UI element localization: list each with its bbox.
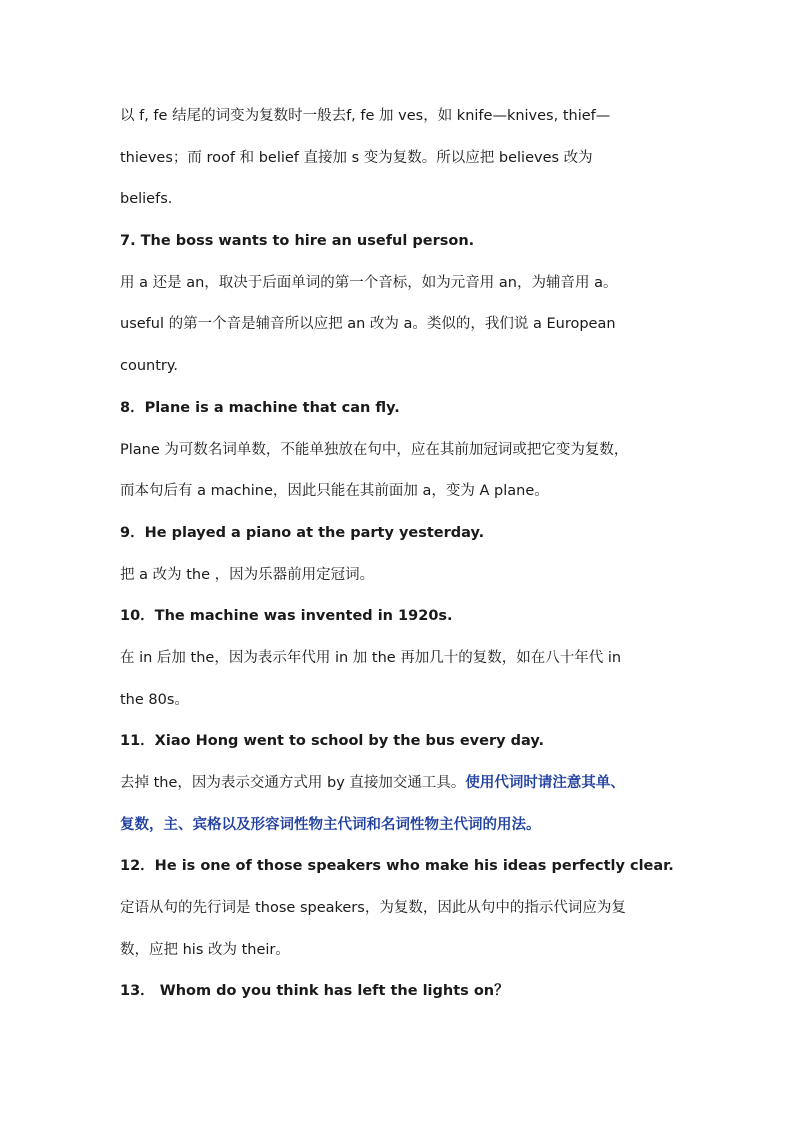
text-line-15: the 80s。 [120,691,189,708]
text-line-1: 以 f, fe 结尾的词变为复数时一般去f, fe 加 ves，如 knife—knives, thief— [120,108,611,124]
text-line-10: 而本句后有 a machine，因此只能在其前面加 a，变为 A plane。 [120,483,549,500]
question-12: 12．He is one of those speakers who make his ideas perfectly clear. [120,858,674,875]
question-13: 13． Whom do you think has left the lights on？ [120,983,509,1000]
text-line-12: 把 a 改为 the ，因为乐器前用定冠词。 [120,566,375,583]
text-line-20: 定语从句的先行词是 those speakers，为复数，因此从句中的指示代词应为复 [120,900,626,917]
text-line-7: country. [120,358,178,375]
question-11: 11．Xiao Hong went to school by the bus every day. [120,733,544,750]
document-page [120,96,680,1013]
highlight-note-end: 复数，主、宾格以及形容词性物主代词和名词性物主代词的用法。 [120,816,541,833]
question-7: 7. The boss wants to hire an useful person. [120,233,475,250]
text-line-9: Plane 为可数名词单数，不能单独放在句中，应在其前加冠词或把它变为复数， [120,441,629,458]
question-8: 8．Plane is a machine that can fly. [120,399,400,416]
text-line-17-plain: 去掉 the，因为表示交通方式用 by 直接加交通工具。 [120,775,466,791]
text-line-14: 在 in 后加 the，因为表示年代用 in 加 the 再加几十的复数，如在八十年代 in [120,649,622,666]
question-10: 10．The machine was invented in 1920s. [120,608,453,625]
text-line-2: thieves；而 roof 和 belief 直接加 s 变为复数。所以应把 believes 改为 [120,149,593,166]
text-line-5: 用 a 还是 an，取决于后面单词的第一个音标，如为元音用 an，为辅音用 a。 [120,274,618,291]
text-line-21: 数，应把 his 改为 their。 [120,941,290,958]
text-line-3: beliefs. [120,191,173,208]
text-line-6: useful 的第一个音是辅音所以应把 an 改为 a。类似的，我们说 a European [120,316,616,333]
text-line-17 [120,763,680,805]
highlight-note-start: 使用代词时请注意其单、 [465,775,625,791]
question-9: 9．He played a piano at the party yesterday. [120,524,485,541]
